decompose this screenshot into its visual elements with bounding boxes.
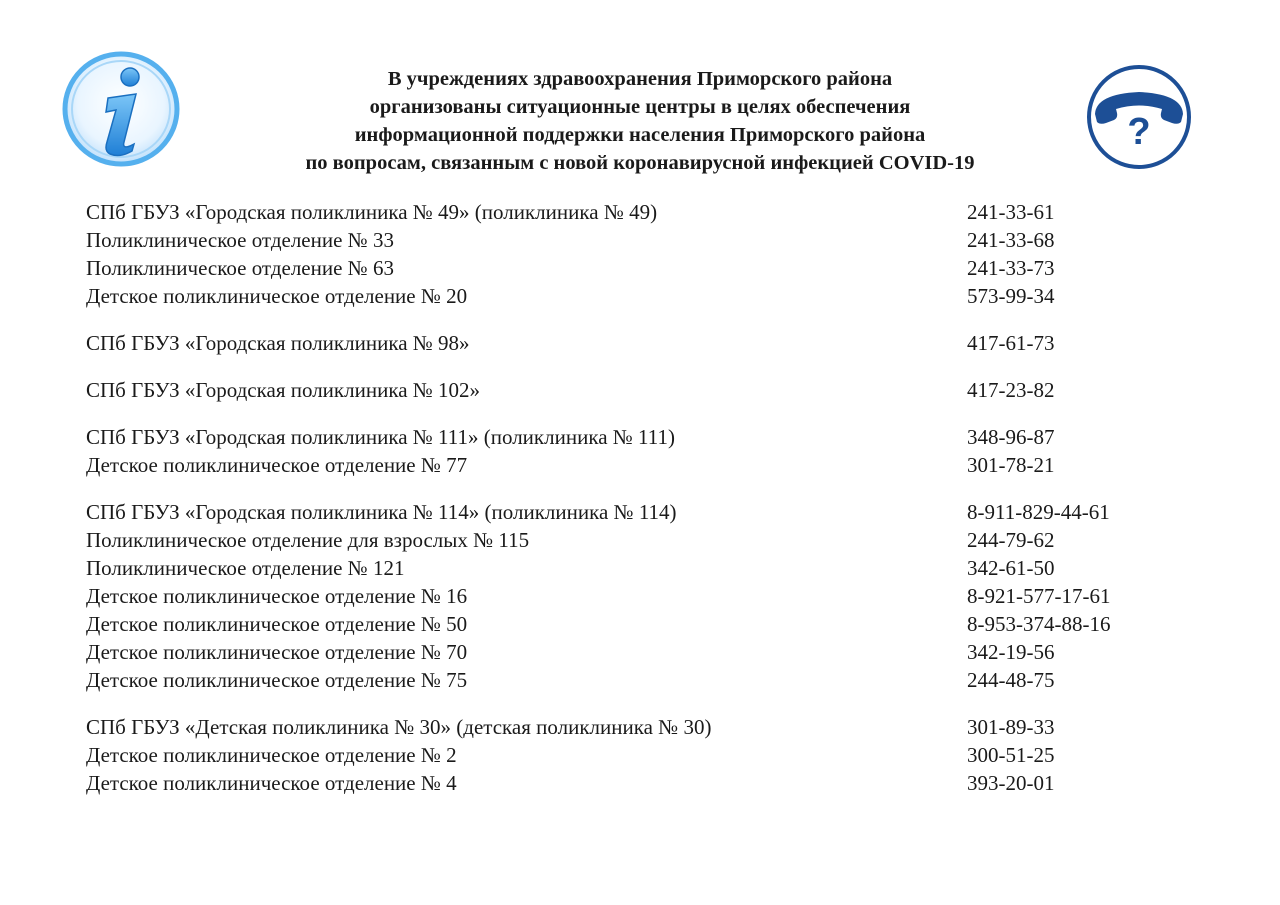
clinic-name: СПб ГБУЗ «Городская поликлиника № 102» bbox=[86, 378, 481, 402]
list-item bbox=[86, 741, 1186, 769]
clinic-group-102 bbox=[86, 376, 1186, 404]
title-line-3: информационной поддержки населения Приморского района bbox=[354, 124, 926, 146]
clinic-phone: 244-48-75 bbox=[967, 668, 1055, 692]
clinic-phone: 342-61-50 bbox=[967, 556, 1055, 580]
clinic-name: Поликлиническое отделение № 33 bbox=[86, 228, 394, 252]
page-title bbox=[230, 65, 1050, 177]
phone-question-icon bbox=[1086, 64, 1192, 170]
clinic-name: Детское поликлиническое отделение № 20 bbox=[86, 284, 468, 308]
list-item bbox=[86, 198, 1186, 226]
list-item bbox=[86, 554, 1186, 582]
clinic-name: Детское поликлиническое отделение № 2 bbox=[86, 743, 457, 767]
clinic-name: Детское поликлиническое отделение № 16 bbox=[86, 584, 468, 608]
clinic-group-98 bbox=[86, 329, 1186, 357]
clinic-group-114 bbox=[86, 498, 1186, 694]
clinic-phone: 8-953-374-88-16 bbox=[967, 612, 1111, 636]
clinic-phone: 8-911-829-44-61 bbox=[967, 500, 1110, 524]
title-line-1: В учреждениях здравоохранения Приморского района bbox=[387, 68, 893, 90]
clinic-name: СПб ГБУЗ «Городская поликлиника № 114» (поликлиника № 114) bbox=[86, 500, 677, 524]
clinic-phone: 301-78-21 bbox=[967, 453, 1055, 477]
clinic-phone: 348-96-87 bbox=[967, 425, 1055, 449]
title-line-2: организованы ситуационные центры в целях обеспечения bbox=[369, 96, 911, 118]
phone-question-graphic bbox=[1086, 64, 1192, 170]
clinic-name: Детское поликлиническое отделение № 50 bbox=[86, 612, 468, 636]
clinic-name: СПб ГБУЗ «Детская поликлиника № 30» (детская поликлиника № 30) bbox=[86, 715, 712, 739]
clinic-name: Поликлиническое отделение № 63 bbox=[86, 256, 394, 280]
clinic-phone: 417-23-82 bbox=[967, 378, 1055, 402]
clinic-phone: 241-33-73 bbox=[967, 256, 1055, 280]
clinic-group-49 bbox=[86, 198, 1186, 310]
clinic-name: СПб ГБУЗ «Городская поликлиника № 49» (поликлиника № 49) bbox=[86, 200, 658, 224]
clinic-name: Детское поликлиническое отделение № 75 bbox=[86, 668, 468, 692]
title-line-4: по вопросам, связанным с новой коронавирусной инфекцией COVID-19 bbox=[305, 152, 975, 174]
clinic-name: Поликлиническое отделение для взрослых № 115 bbox=[86, 528, 530, 552]
list-item bbox=[86, 610, 1186, 638]
list-item bbox=[86, 526, 1186, 554]
list-item bbox=[86, 638, 1186, 666]
list-item bbox=[86, 329, 1186, 357]
clinic-name: СПб ГБУЗ «Городская поликлиника № 111» (поликлиника № 111) bbox=[86, 425, 675, 449]
clinic-phone: 417-61-73 bbox=[967, 331, 1055, 355]
info-icon bbox=[60, 50, 182, 168]
clinic-phone: 244-79-62 bbox=[967, 528, 1055, 552]
clinic-name: Поликлиническое отделение № 121 bbox=[86, 556, 405, 580]
list-item bbox=[86, 254, 1186, 282]
clinic-phone: 342-19-56 bbox=[967, 640, 1055, 664]
clinic-name: СПб ГБУЗ «Городская поликлиника № 98» bbox=[86, 331, 470, 355]
clinic-group-111 bbox=[86, 423, 1186, 479]
list-item bbox=[86, 423, 1186, 451]
clinic-phone-list bbox=[86, 198, 1186, 816]
clinic-phone: 8-921-577-17-61 bbox=[967, 584, 1111, 608]
clinic-phone: 573-99-34 bbox=[967, 284, 1055, 308]
info-icon-graphic bbox=[60, 50, 182, 168]
list-item bbox=[86, 226, 1186, 254]
list-item bbox=[86, 376, 1186, 404]
list-item bbox=[86, 582, 1186, 610]
clinic-name: Детское поликлиническое отделение № 70 bbox=[86, 640, 468, 664]
clinic-group-30 bbox=[86, 713, 1186, 797]
list-item bbox=[86, 769, 1186, 797]
clinic-phone: 301-89-33 bbox=[967, 715, 1055, 739]
clinic-name: Детское поликлиническое отделение № 77 bbox=[86, 453, 468, 477]
list-item bbox=[86, 713, 1186, 741]
clinic-name: Детское поликлиническое отделение № 4 bbox=[86, 771, 457, 795]
list-item bbox=[86, 666, 1186, 694]
clinic-phone: 393-20-01 bbox=[967, 771, 1055, 795]
svg-text:?: ? bbox=[1127, 111, 1151, 153]
list-item bbox=[86, 451, 1186, 479]
clinic-phone: 300-51-25 bbox=[967, 743, 1055, 767]
list-item bbox=[86, 498, 1186, 526]
list-item bbox=[86, 282, 1186, 310]
clinic-phone: 241-33-68 bbox=[967, 228, 1055, 252]
clinic-phone: 241-33-61 bbox=[967, 200, 1055, 224]
